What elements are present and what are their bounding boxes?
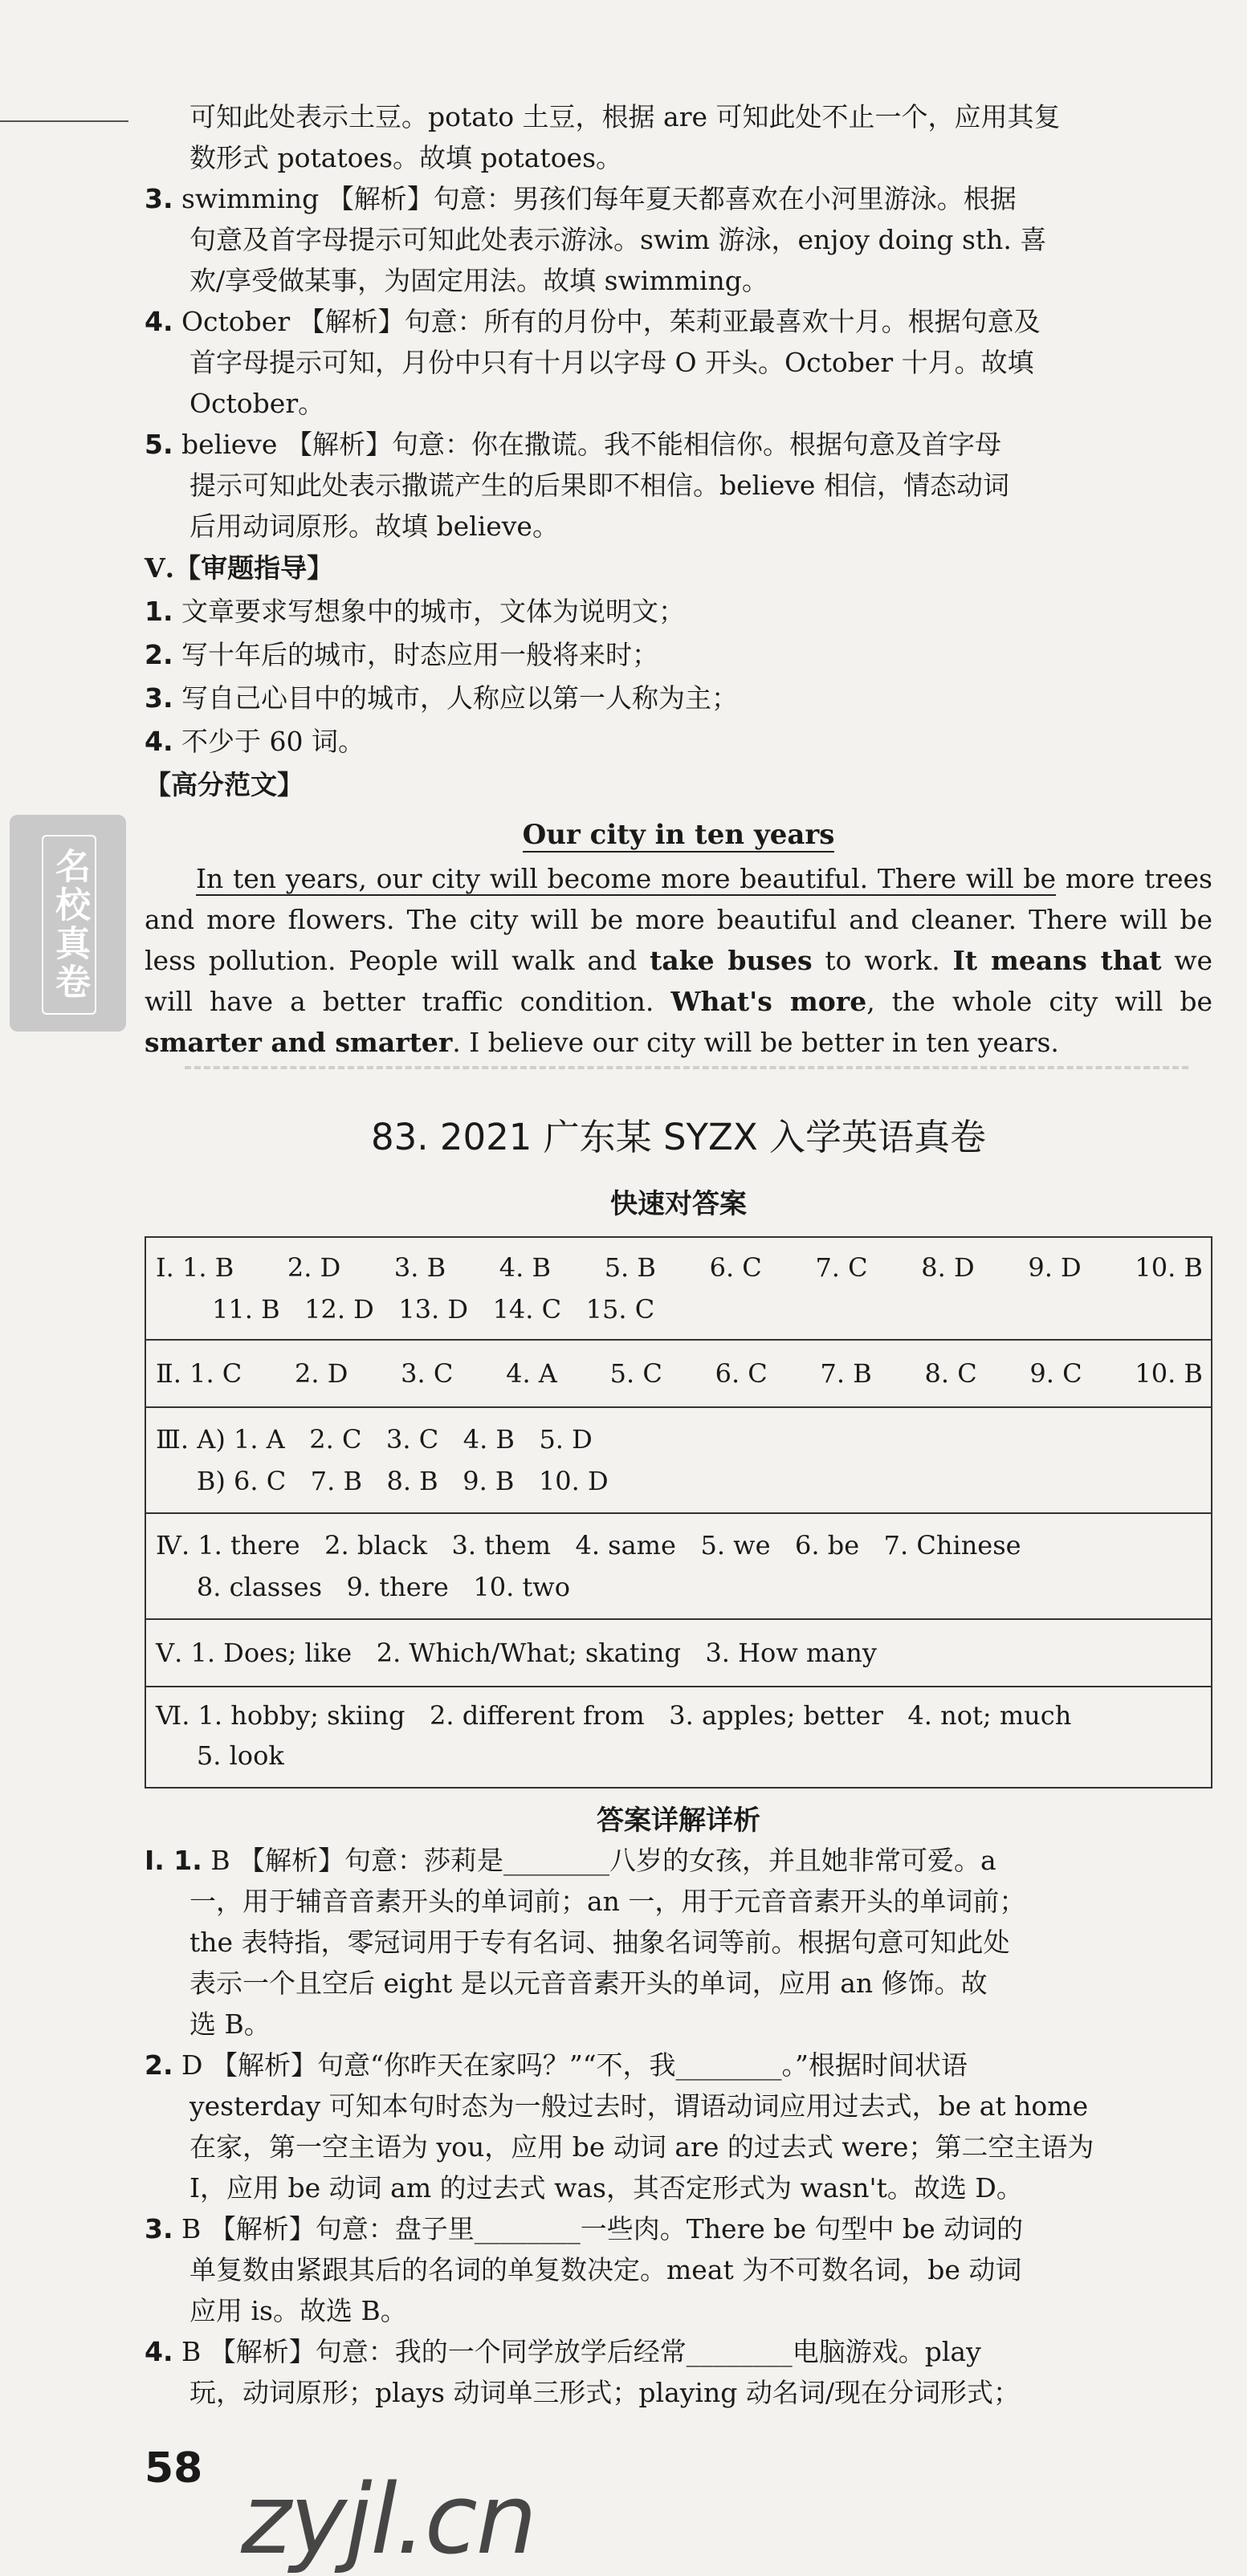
- detail-line: B 【解析】句意：莎莉是________八岁的女孩，并且她非常可爱。a: [210, 1845, 996, 1876]
- answers-row-3: [146, 1408, 1211, 1514]
- item-number: Ⅰ. 1.: [145, 1845, 202, 1876]
- quick-answers-table: [145, 1236, 1212, 1789]
- item-number: 3.: [145, 2213, 173, 2244]
- essay-bold: It means that: [952, 945, 1162, 976]
- essay-text: more trees and more flowers. The city will be more beautiful and cleaner. There will be less pollution. People will walk and: [145, 863, 1212, 976]
- answers-line: Ⅲ. A) 1. A 2. C 3. C 4. B 5. D: [156, 1424, 593, 1455]
- item-number: 4.: [145, 2336, 173, 2367]
- continued-line: 数形式 potatoes。故填 potatoes。: [189, 142, 623, 173]
- answer-cell: 4. A: [506, 1358, 557, 1389]
- side-tab-frame: [42, 835, 96, 1015]
- answer-cell: 5. C: [609, 1358, 662, 1389]
- answer-cell: 8. D: [921, 1252, 975, 1283]
- detail-line: 应用 is。故选 B。: [189, 2295, 407, 2326]
- answers-row-6: [146, 1687, 1211, 1790]
- item-line: 首字母提示可知，月份中只有十月以字母 O 开头。October 十月。故填: [189, 347, 1034, 378]
- detail-header: 答案详解详析: [597, 1805, 760, 1837]
- item-line: October 【解析】句意：所有的月份中，茱莉亚最喜欢十月。根据句意及: [181, 306, 1041, 337]
- answers-line: Ⅴ. 1. Does; like 2. Which/What; skating 3. How many: [156, 1638, 877, 1668]
- detail-line: I，应用 be 动词 am 的过去式 was，其否定形式为 wasn't。故选 D。: [189, 2172, 1023, 2204]
- answers-line: 5. look: [156, 1740, 284, 1771]
- answer-cell: 8. C: [924, 1358, 977, 1389]
- detail-item-1: [145, 1840, 1212, 2045]
- answer-cell: 9. D: [1028, 1252, 1082, 1283]
- answers-line: Ⅵ. 1. hobby; skiing 2. different from 3. apples; better 4. not; much: [156, 1700, 1072, 1731]
- essay-text: we will have a better traffic condition.: [145, 945, 1213, 1017]
- answer-cell: 7. C: [815, 1252, 868, 1283]
- essay-text: . I believe our city will be better in ten years.: [452, 1027, 1059, 1058]
- essay-underlined: In ten years, our city will become more beautiful. There will be: [196, 863, 1057, 894]
- answer-cell: 2. D: [295, 1358, 348, 1389]
- section-divider: [185, 1066, 1188, 1069]
- answer-cell: 9. C: [1029, 1358, 1082, 1389]
- guide-text: 文章要求写想象中的城市，文体为说明文；: [181, 596, 685, 627]
- detail-line: B 【解析】句意：我的一个同学放学后经常________电脑游戏。play: [181, 2336, 981, 2367]
- detail-line: B 【解析】句意：盘子里________一些肉。There be 句型中 be 动词的: [181, 2213, 1024, 2244]
- guide-number: 3.: [145, 682, 173, 714]
- answer-item-5: [145, 424, 1212, 547]
- answer-cell: 10. B: [1135, 1358, 1203, 1389]
- item-number: 4.: [145, 306, 173, 337]
- detail-line: 一，用于辅音音素开头的单词前；an 一，用于元音音素开头的单词前；: [189, 1886, 1026, 1917]
- essay-title: [145, 812, 1212, 858]
- answer-cell: Ⅰ. 1. B: [156, 1252, 234, 1283]
- guide-number: 1.: [145, 596, 173, 627]
- guide-text: 写十年后的城市，时态应用一般将来时；: [181, 639, 658, 670]
- side-tab-label: 名校真卷: [49, 848, 90, 1002]
- quick-answers-header: 快速对答案: [610, 1188, 747, 1220]
- answer-item-4: [145, 301, 1212, 424]
- answer-item-3: [145, 178, 1212, 301]
- section-v-header: Ⅴ.【审题指导】: [145, 552, 334, 584]
- item-line: 提示可知此处表示撒谎产生的后果即不相信。believe 相信，情态动词: [189, 470, 1009, 501]
- side-tab: [10, 815, 126, 1032]
- answer-cell: 4. B: [499, 1252, 552, 1283]
- answers-line: Ⅳ. 1. there 2. black 3. them 4. same 5. we 6. be 7. Chinese: [156, 1530, 1021, 1561]
- answer-cell: 3. B: [393, 1252, 446, 1283]
- detail-item-2: [145, 2045, 1212, 2208]
- answers-row-5: [146, 1620, 1211, 1687]
- exam-title: 83. 2021 广东某 SYZX 入学英语真卷: [370, 1116, 986, 1158]
- guide-text: 写自己心目中的城市，人称应以第一人称为主；: [181, 682, 738, 714]
- item-line: believe 【解析】句意：你在撒谎。我不能相信你。根据句意及首字母: [181, 429, 1001, 460]
- answer-cell: 2. D: [287, 1252, 341, 1283]
- answers-line: B) 6. C 7. B 8. B 9. B 10. D: [156, 1466, 609, 1496]
- detail-line: 在家，第一空主语为 you，应用 be 动词 are 的过去式 were；第二空主语为: [189, 2131, 1094, 2163]
- edge-rule: [0, 120, 128, 122]
- item-line: October。: [189, 388, 325, 419]
- watermark-logo: zyjl.cn: [241, 2464, 536, 2576]
- detail-item-3: [145, 2208, 1212, 2331]
- detail-line: D 【解析】句意“你昨天在家吗？”“不，我________。”根据时间状语: [181, 2049, 968, 2081]
- detail-line: the 表特指，零冠词用于专有名词、抽象名词等前。根据句意可知此处: [189, 1927, 1010, 1958]
- item-number: 2.: [145, 2049, 173, 2081]
- page-number: 58: [145, 2444, 203, 2493]
- answer-cell: 5. B: [604, 1252, 656, 1283]
- answers-row-1: [146, 1238, 1211, 1341]
- detail-line: 单复数由紧跟其后的名词的单复数决定。meat 为不可数名词，be 动词: [189, 2254, 1022, 2285]
- answers-row-4: [146, 1514, 1211, 1620]
- essay-text: to work.: [812, 945, 953, 976]
- detail-item-4: [145, 2331, 1212, 2413]
- answers-line: [156, 1252, 1203, 1283]
- answers-line: 8. classes 9. there 10. two: [156, 1572, 570, 1602]
- item-line: 后用动词原形。故填 believe。: [189, 511, 559, 542]
- answer-cell: 6. C: [709, 1252, 762, 1283]
- answer-cell: 7. B: [820, 1358, 872, 1389]
- essay-bold: take buses: [650, 945, 813, 976]
- answers-row-2: [146, 1341, 1211, 1408]
- item-line: swimming 【解析】句意：男孩们每年夏天都喜欢在小河里游泳。根据: [181, 183, 1017, 214]
- detail-line: 表示一个且空后 eight 是以元音音素开头的单词，应用 an 修饰。故: [189, 1968, 988, 1999]
- detail-line: 玩，动词原形；plays 动词单三形式；playing 动名词/现在分词形式；: [189, 2377, 1020, 2408]
- essay-title-text: Our city in ten years: [522, 819, 835, 851]
- guide-number: 4.: [145, 726, 173, 757]
- guide-text: 不少于 60 词。: [181, 726, 365, 757]
- continued-line: 可知此处表示土豆。potato 土豆，根据 are 可知此处不止一个，应用其复: [189, 101, 1061, 132]
- top-section: [145, 96, 1212, 1063]
- detail-section: [145, 1840, 1212, 2413]
- model-essay-header: 【高分范文】: [145, 769, 304, 800]
- detail-line: 选 B。: [189, 2008, 271, 2040]
- answer-cell: 3. C: [401, 1358, 454, 1389]
- guide-number: 2.: [145, 639, 173, 670]
- item-number: 5.: [145, 429, 173, 460]
- essay-bold: What's more: [670, 986, 867, 1017]
- answer-cell: 10. B: [1135, 1252, 1203, 1283]
- answer-cell: 6. C: [715, 1358, 768, 1389]
- item-line: 句意及首字母提示可知此处表示游泳。swim 游泳，enjoy doing sth. 喜: [189, 224, 1047, 255]
- essay-bold: smarter and smarter: [145, 1027, 453, 1058]
- answers-line: 11. B 12. D 13. D 14. C 15. C: [212, 1294, 655, 1325]
- answers-line: [156, 1358, 1203, 1389]
- essay-body: [145, 858, 1212, 1063]
- item-number: 3.: [145, 183, 173, 214]
- essay-text: , the whole city will be: [866, 986, 1212, 1017]
- item-line: 欢/享受做某事，为固定用法。故填 swimming。: [189, 265, 768, 296]
- detail-line: yesterday 可知本句时态为一般过去时，谓语动词应用过去式，be at home: [189, 2090, 1089, 2122]
- answer-cell: Ⅱ. 1. C: [156, 1358, 242, 1389]
